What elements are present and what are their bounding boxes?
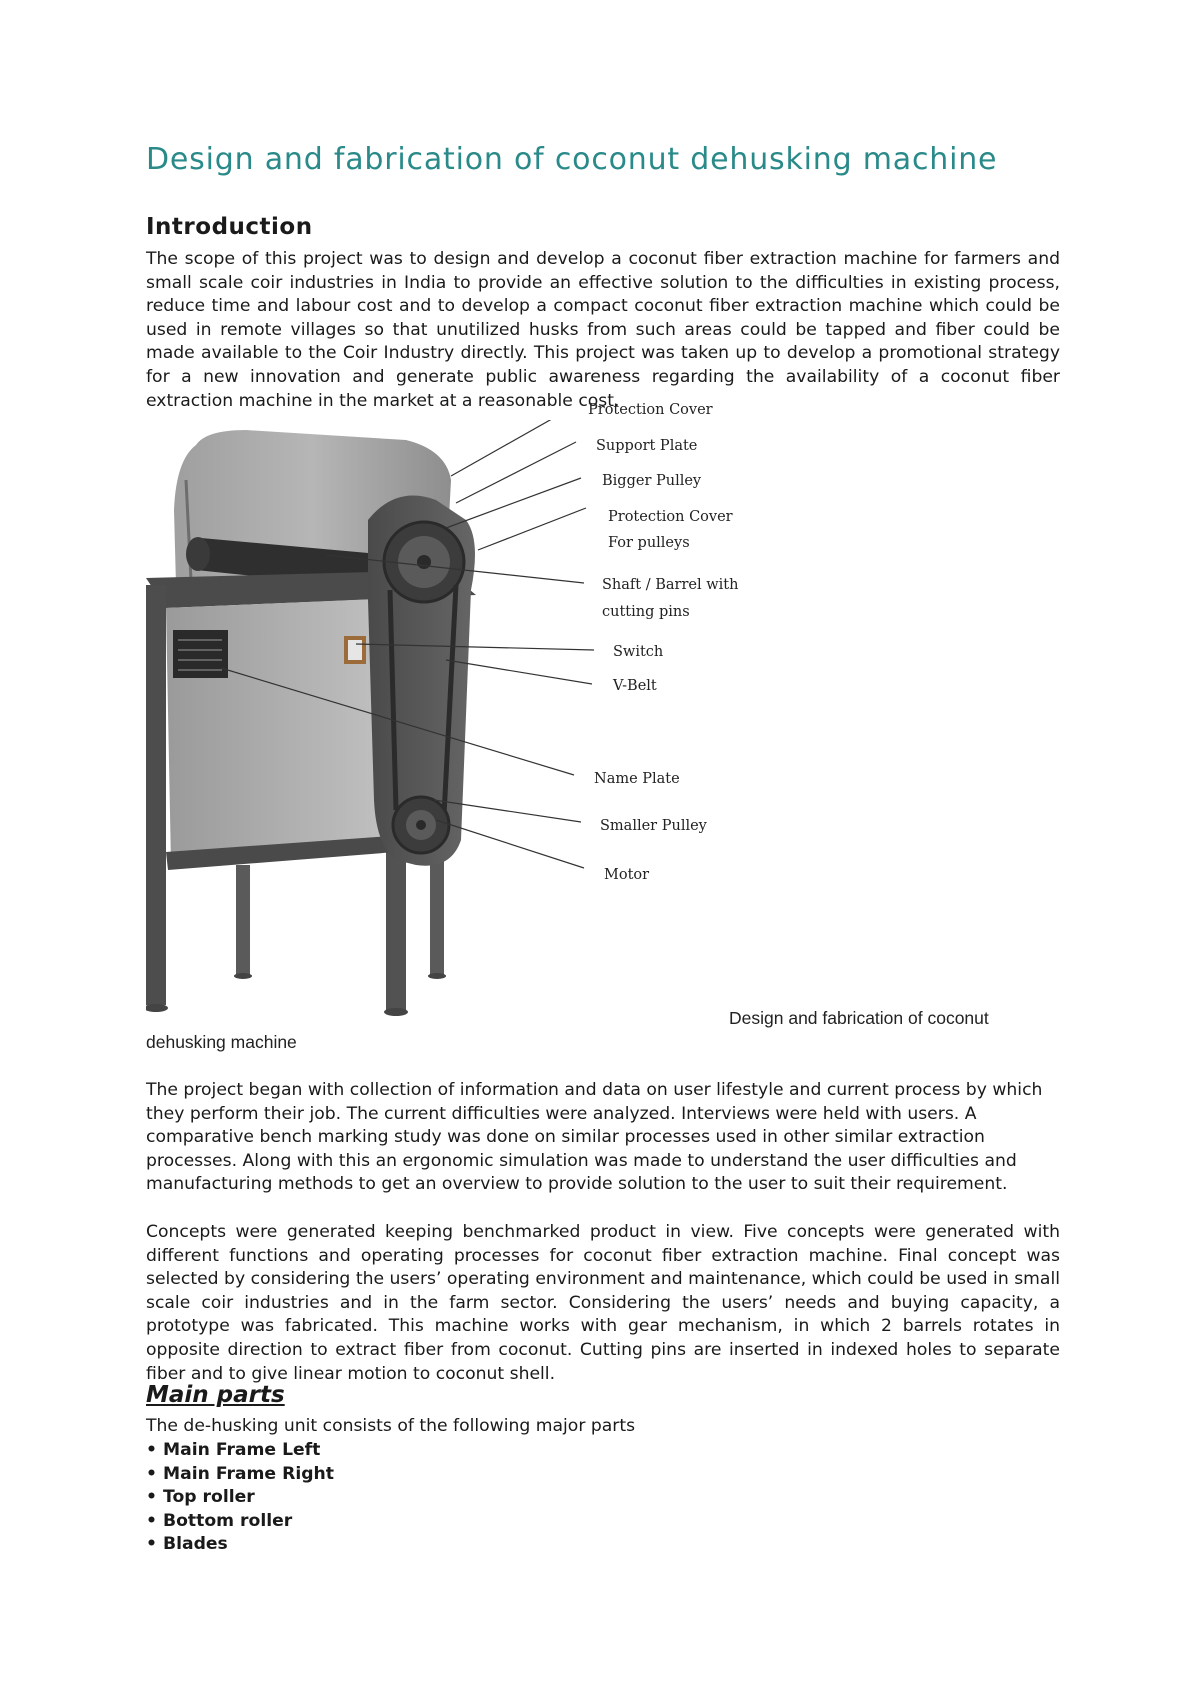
label-bigger-pulley: Bigger Pulley (602, 473, 702, 489)
label-shaft-1: Shaft / Barrel with (602, 577, 739, 593)
main-parts-heading: Main parts (146, 1382, 285, 1408)
label-protection-cover-pulleys-1: Protection Cover (608, 509, 733, 525)
label-v-belt: V-Belt (613, 678, 657, 694)
parts-list (146, 1439, 334, 1557)
list-item: • Main Frame Left (146, 1439, 334, 1463)
label-shaft-2: cutting pins (602, 604, 690, 620)
label-smaller-pulley: Smaller Pulley (600, 818, 707, 834)
label-switch: Switch (613, 644, 664, 660)
label-motor: Motor (604, 867, 650, 883)
figure-caption-line-2: dehusking machine (146, 1032, 297, 1052)
label-name-plate: Name Plate (594, 771, 680, 787)
machine-figure (146, 402, 746, 1020)
list-item: • Blades (146, 1533, 334, 1557)
label-support-plate: Support Plate (596, 438, 698, 454)
figure-caption-line-1: Design and fabrication of coconut (729, 1008, 989, 1028)
label-protection-cover: Protection Cover (588, 402, 713, 418)
introduction-paragraph: The scope of this project was to design and develop a coconut fiber extraction machine for farmers and small scale coir industries in India to provide an effective solution to the difficulties in existing process, reduce time and labour cost and to develop a compact coconut fiber extraction machine which could be used in remote villages so that unutilized husks from such areas could be tapped and fiber could be made available to the Coir Industry directly. This project was taken up to develop a promotional strategy for a new innovation and generate public awareness regarding the availability of a coconut fiber extraction machine in the market at a reasonable cost. (146, 249, 1060, 411)
project-process-paragraph: The project began with collection of information and data on user lifestyle and current process by which they perform their job. The current difficulties were analyzed. Interviews were held with users. A comparative bench marking study was done on similar processes used in other similar extraction processes. Along with this an ergonomic simulation was made to understand the user difficulties and manufacturing methods to get an overview to provide solution to the user to suit their requirement. (146, 1080, 1043, 1195)
introduction-heading: Introduction (146, 214, 313, 240)
list-item: • Bottom roller (146, 1510, 334, 1534)
label-protection-cover-pulleys-2: For pulleys (608, 535, 690, 551)
list-item: • Main Frame Right (146, 1463, 334, 1487)
parts-intro: The de-husking unit consists of the following major parts (146, 1416, 636, 1436)
concepts-paragraph: Concepts were generated keeping benchmarked product in view. Five concepts were generated with different functions and operating processes for coconut fiber extraction machine. Final concept was selected by considering the users’ operating environment and maintenance, which could be used in small scale coir industries and in the farm sector. Considering the users’ needs and buying capacity, a prototype was fabricated. This machine works with gear mechanism, in which 2 barrels rotates in opposite direction to extract fiber from coconut. Cutting pins are inserted in indexed holes to separate fiber and to give linear motion to coconut shell. (146, 1222, 1060, 1384)
document-title: Design and fabrication of coconut dehusking machine (146, 142, 998, 177)
list-item: • Top roller (146, 1486, 334, 1510)
name-plate-shape (173, 630, 228, 678)
